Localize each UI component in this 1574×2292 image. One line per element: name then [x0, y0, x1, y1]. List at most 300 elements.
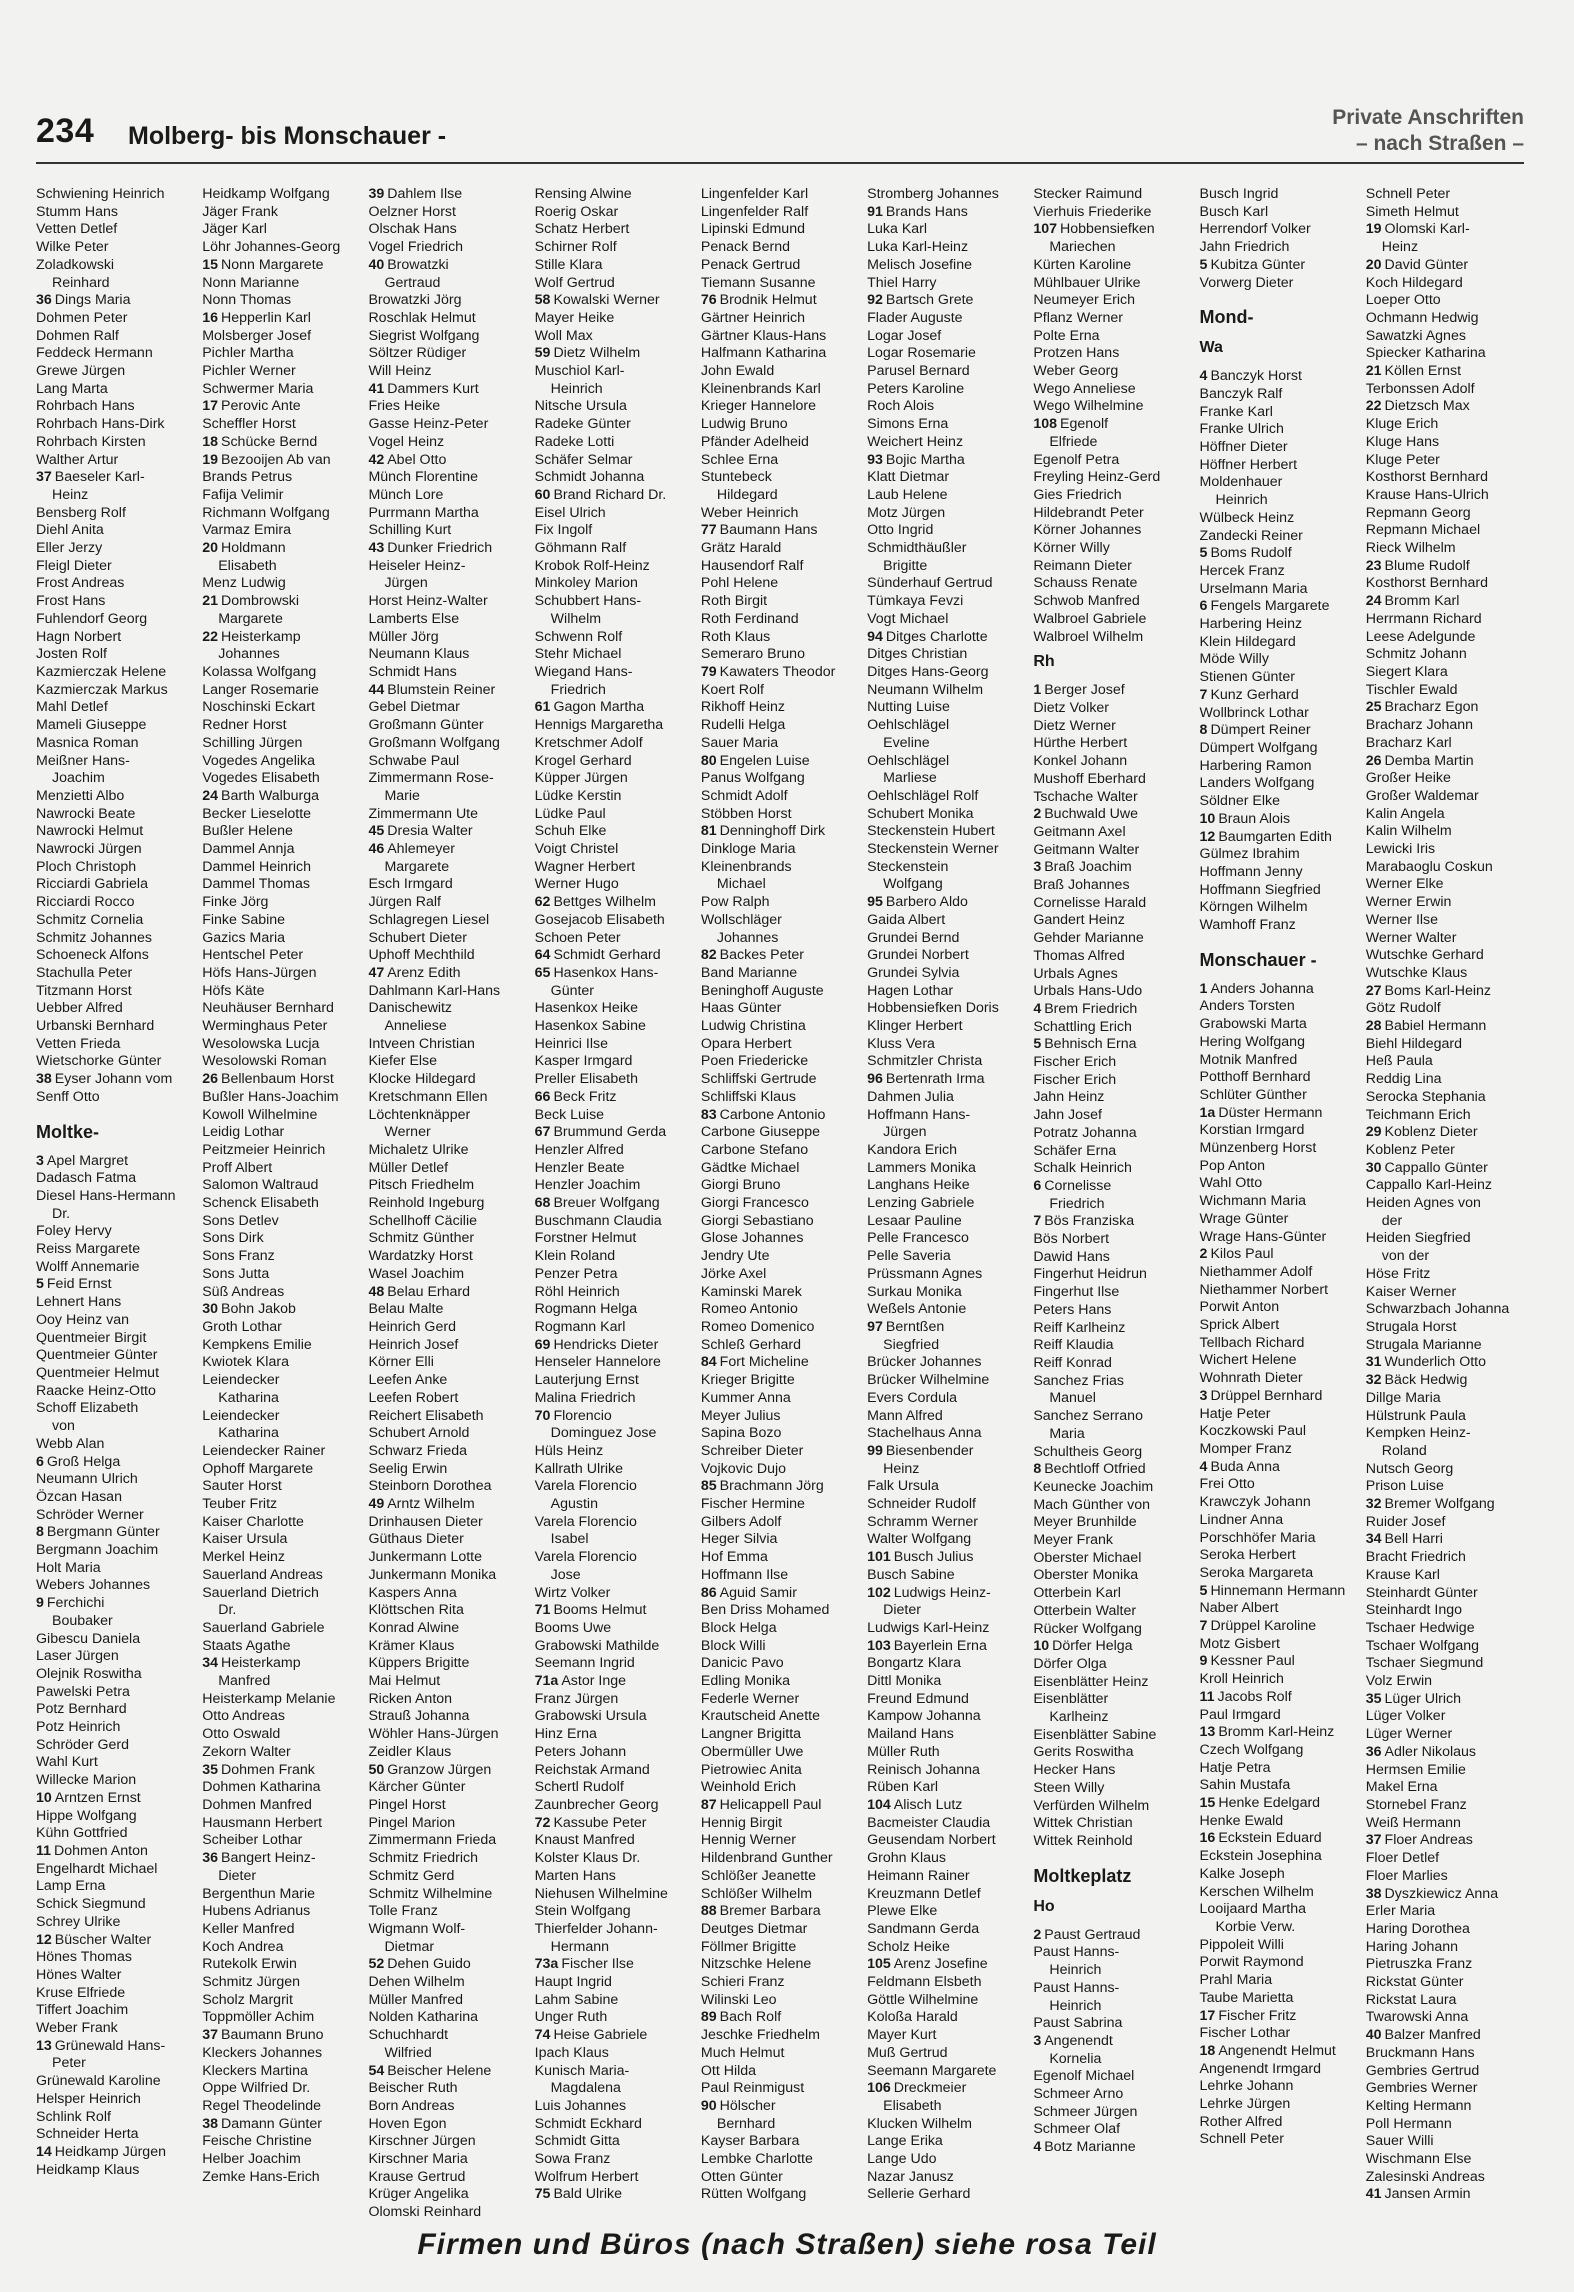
listing-entry: Mameli Giuseppe: [36, 717, 147, 734]
listing-entry: Söldner Elke: [1199, 793, 1280, 810]
listing-entry: Kowoll Wilhelmine: [202, 1106, 318, 1123]
header-rule: [36, 162, 1524, 164]
listing-entry: Feische Christine: [202, 2133, 312, 2150]
listing-entry: 49 Arntz Wilhelm: [368, 1496, 475, 1513]
listing-entry: Tschaer Siegmund: [1365, 1655, 1484, 1672]
house-number: 54: [368, 2062, 385, 2079]
listing-entry: Hoven Egon: [368, 2115, 447, 2132]
listing-entry: Höfs Käte: [202, 982, 265, 999]
listing-entry: Schieri Franz: [700, 1974, 785, 1991]
listing-entry: Eisenblätter: [1033, 1691, 1109, 1708]
listing-entry: Peitzmeier Heinrich: [202, 1141, 326, 1158]
house-number: 38: [202, 2115, 218, 2132]
listing-entry: Wischmann Else: [1365, 2151, 1472, 2168]
listing-continuation: Dr.: [218, 1602, 237, 1619]
listing-entry: Reichstak Armand: [534, 1761, 650, 1778]
house-number: 81: [700, 823, 717, 840]
listing-entry: Lüdke Kerstin: [534, 787, 622, 804]
listing-entry: Dammel Thomas: [202, 876, 310, 893]
listing-entry: 10 Braun Alois: [1199, 810, 1291, 827]
house-number: 85: [700, 1478, 717, 1495]
listing-entry: Krüger Angelika: [368, 2186, 469, 2203]
listing-entry: Dehen Wilhelm: [368, 1974, 465, 1991]
listing-continuation: Isabel: [550, 1531, 589, 1548]
listing-entry: Sons Dirk: [202, 1230, 264, 1247]
listing-entry: Rudelli Helga: [700, 717, 786, 734]
listing-entry: Bergmann Joachim: [36, 1542, 159, 1559]
listing-entry: Ludwig Bruno: [700, 416, 788, 433]
listing-entry: 90 Hölscher: [700, 2097, 776, 2114]
house-number: 7: [1199, 1618, 1208, 1635]
listing-entry: Giorgi Bruno: [700, 1177, 781, 1194]
listing-continuation: Heinrich: [550, 380, 603, 397]
listing-entry: Küppers Brigitte: [368, 1655, 470, 1672]
listing-entry: 5 Behnisch Erna: [1033, 1036, 1137, 1053]
house-number: 41: [1365, 2186, 1382, 2203]
listing-continuation: Eveline: [883, 734, 930, 751]
listing-entry: Melisch Josefine: [867, 256, 972, 273]
listing-entry: Unger Ruth: [534, 2009, 608, 2026]
house-number: 3: [36, 1152, 44, 1169]
listing-entry: Quentmeier Birgit: [36, 1329, 147, 1346]
house-number: 5: [1033, 1036, 1042, 1053]
listing-entry: Tschaer Wolfgang: [1365, 1637, 1480, 1654]
listing-entry: Pingel Horst: [368, 1796, 446, 1813]
house-number: 30: [1365, 1159, 1382, 1176]
listing-entry: Lindner Anna: [1199, 1511, 1284, 1528]
listing-entry: Intveen Christian: [368, 1035, 475, 1052]
listing-entry: Muschiol Karl-: [534, 363, 625, 380]
listing-entry: Fries Heike: [368, 398, 441, 415]
listing-entry: Kürten Karoline: [1033, 256, 1132, 273]
listing-entry: Kirschner Maria: [368, 2151, 468, 2168]
listing-entry: Beck Luise: [534, 1106, 605, 1123]
listing-entry: Protzen Hans: [1033, 345, 1120, 362]
listing-entry: Prison Luise: [1365, 1478, 1444, 1495]
house-number: 27: [1365, 982, 1382, 999]
listing-entry: 88 Bremer Barbara: [700, 1903, 821, 1920]
listing-entry: Eckstein Josephina: [1199, 1848, 1322, 1865]
listing-entry: Hürthe Herbert: [1033, 735, 1128, 752]
listing-entry: Leiendecker: [202, 1407, 280, 1424]
listing-continuation: Heinrich: [1049, 1997, 1102, 2014]
listing-entry: Bergenthun Marie: [202, 1885, 315, 1902]
listing-entry: Paust Sabrina: [1033, 2015, 1123, 2032]
listing-entry: Born Andreas: [368, 2097, 455, 2114]
listing-entry: Sanchez Serrano: [1033, 1408, 1143, 1425]
listing-column-4: [535, 186, 695, 2222]
house-number: 11: [1199, 1688, 1215, 1705]
listing-entry: Ludwig Christina: [700, 1018, 806, 1035]
listing-entry: Wilinski Leo: [700, 1991, 777, 2008]
listing-entry: Volz Erwin: [1365, 1673, 1432, 1690]
listing-entry: Kaminski Marek: [700, 1283, 802, 1300]
house-number: 40: [368, 256, 385, 273]
listing-entry: Dümpert Wolfgang: [1199, 739, 1318, 756]
listing-entry: 13 Bromm Karl-Heinz: [1199, 1724, 1335, 1741]
listing-entry: Kazmierczak Markus: [36, 681, 168, 698]
listing-entry: Müller Ruth: [867, 1743, 940, 1760]
listing-continuation: Anneliese: [384, 1018, 447, 1035]
listing-entry: Schmitz Friedrich: [368, 1850, 479, 1867]
listing-entry: 81 Denninghoff Dirk: [700, 823, 826, 840]
listing-entry: Terbonssen Adolf: [1365, 380, 1475, 397]
house-number: 16: [1199, 1830, 1216, 1847]
listing-continuation: Dietmar: [384, 1938, 435, 1955]
house-number: 2: [1199, 1246, 1208, 1263]
listing-entry: Twarowski Anna: [1365, 2009, 1469, 2026]
listing-entry: 65 Hasenkox Hans-: [534, 964, 659, 981]
listing-entry: Sahin Mustafa: [1199, 1777, 1291, 1794]
listing-entry: 45 Dresia Walter: [368, 823, 473, 840]
listing-column-8: [1200, 186, 1360, 2222]
listing-entry: Koert Rolf: [700, 681, 764, 698]
listing-entry: 17 Fischer Fritz: [1199, 2007, 1297, 2024]
listing-continuation: Werner: [384, 1124, 431, 1141]
listing-entry: Haring Johann: [1365, 1938, 1459, 1955]
listing-entry: Schmeer Olaf: [1033, 2121, 1121, 2138]
listing-entry: Zemke Hans-Erich: [202, 2168, 320, 2185]
listing-entry: Dietz Werner: [1033, 717, 1116, 734]
listing-entry: Plewe Elke: [867, 1903, 938, 1920]
listing-entry: Hüls Heinz: [534, 1442, 604, 1459]
house-number: 107: [1033, 221, 1057, 238]
listing-entry: Schmitz Jürgen: [202, 1974, 300, 1991]
listing-entry: Schmitz Wilhelmine: [368, 1885, 493, 1902]
listing-entry: Schlüter Günther: [1199, 1086, 1307, 1103]
listing-entry: Taube Marietta: [1199, 1989, 1294, 2006]
listing-entry: Grundei Norbert: [867, 947, 969, 964]
house-number: 8: [1199, 722, 1208, 739]
house-number: 47: [368, 964, 385, 981]
listing-entry: 11 Dohmen Anton: [36, 1842, 148, 1859]
listing-entry: Kleinenbrands Karl: [700, 380, 821, 397]
listing-entry: 23 Blume Rudolf: [1365, 557, 1470, 574]
listing-entry: Paul Reinmigust: [700, 2080, 805, 2097]
listing-entry: Krautscheid Anette: [700, 1708, 820, 1725]
listing-entry: Konkel Johann: [1033, 753, 1128, 770]
listing-entry: Koblenz Peter: [1365, 1141, 1455, 1158]
listing-entry: Weßels Antonie: [867, 1301, 967, 1318]
listing-continuation: Katharina: [218, 1389, 279, 1406]
listing-entry: Scheiber Lothar: [202, 1832, 303, 1849]
listing-entry: 4 Buda Anna: [1199, 1458, 1280, 1475]
listing-entry: Laser Jürgen: [36, 1648, 119, 1665]
listing-entry: Franke Karl: [1199, 403, 1273, 420]
listing-entry: Kluge Erich: [1365, 416, 1439, 433]
listing-entry: Tiemann Susanne: [700, 274, 816, 291]
listing-entry: Wollschläger: [700, 911, 782, 928]
listing-entry: Kayser Barbara: [700, 2133, 800, 2150]
listing-entry: Fingerhut Heidrun: [1033, 1266, 1147, 1283]
listing-entry: Schlößer Wilhelm: [700, 1885, 813, 1902]
listing-entry: Dohmen Ralf: [36, 327, 119, 344]
listing-entry: Hercek Franz: [1199, 562, 1285, 579]
listing-entry: Egenolf Petra: [1033, 451, 1120, 468]
house-number: 37: [1365, 1832, 1382, 1849]
listing-entry: 6 Cornelisse: [1033, 1177, 1112, 1194]
listing-entry: Schoeneck Alfons: [36, 947, 149, 964]
listing-continuation: Hermann: [550, 1938, 610, 1955]
listing-entry: 60 Brand Richard Dr.: [534, 486, 667, 503]
listing-entry: Lüger Volker: [1365, 1708, 1446, 1725]
listing-entry: 36 Bangert Heinz-: [202, 1850, 316, 1867]
listing-entry: Schwarz Frieda: [368, 1442, 467, 1459]
listing-entry: Drinhausen Dieter: [368, 1513, 483, 1530]
listing-entry: Sauter Horst: [202, 1478, 282, 1495]
listing-entry: Ben Driss Mohamed: [700, 1602, 830, 1619]
listing-entry: Peters Karoline: [867, 380, 965, 397]
listing-entry: Gärtner Klaus-Hans: [700, 327, 827, 344]
listing-entry: Münch Lore: [368, 486, 444, 503]
listing-entry: Laub Helene: [867, 486, 948, 503]
listing-entry: 67 Brummund Gerda: [534, 1124, 667, 1141]
listing-entry: Schmidthäußler: [867, 540, 967, 557]
listing-entry: Schoen Peter: [534, 929, 621, 946]
listing-entry: Giorgi Francesco: [700, 1195, 809, 1212]
listing-continuation: von der: [1381, 1248, 1430, 1265]
house-number: 37: [202, 2027, 218, 2044]
house-number: 11: [36, 1842, 51, 1859]
listing-entry: Ruider Josef: [1365, 1513, 1446, 1530]
listing-continuation: Dieter: [883, 1602, 921, 1619]
listing-entry: Reiss Margarete: [36, 1241, 141, 1258]
listing-entry: Müller Jörg: [368, 628, 439, 645]
listing-continuation: Roland: [1381, 1442, 1427, 1459]
house-number: 6: [36, 1453, 44, 1470]
listing-entry: Strugala Marianne: [1365, 1336, 1482, 1353]
listing-entry: 3 Braß Joachim: [1033, 859, 1132, 876]
listing-entry: Heidkamp Klaus: [36, 2161, 140, 2178]
listing-entry: Langer Rosemarie: [202, 681, 319, 698]
listing-entry: Vorwerg Dieter: [1199, 274, 1294, 291]
listing-entry: 91 Brands Hans: [867, 203, 968, 220]
listing-entry: Penack Bernd: [700, 239, 790, 256]
listing-entry: Luka Karl-Heinz: [867, 239, 969, 256]
listing-entry: Höse Fritz: [1365, 1265, 1431, 1282]
listing-entry: Gärtner Heinrich: [700, 309, 805, 326]
listing-entry: 83 Carbone Antonio: [700, 1106, 826, 1123]
listing-entry: Krieger Hannelore: [700, 398, 817, 415]
listing-entry: Kirschner Jürgen: [368, 2133, 476, 2150]
listing-entry: Harbering Heinz: [1199, 616, 1303, 633]
listing-entry: Koch Andrea: [202, 1938, 284, 1955]
house-number: 66: [534, 1088, 551, 1105]
listing-entry: Looijaard Martha: [1199, 1901, 1307, 1918]
listing-entry: Pichler Martha: [202, 345, 294, 362]
listing-entry: Großmann Günter: [368, 717, 484, 734]
listing-entry: Federle Werner: [700, 1690, 800, 1707]
listing-entry: Langner Brigitta: [700, 1726, 802, 1743]
listing-entry: Otterbein Karl: [1033, 1585, 1121, 1602]
listing-entry: Gies Friedrich: [1033, 486, 1122, 503]
listing-entry: Wohnrath Dieter: [1199, 1370, 1303, 1387]
listing-entry: Özcan Hasan: [36, 1488, 122, 1505]
listing-entry: Dohmen Katharina: [202, 1779, 321, 1796]
listing-entry: Evers Cordula: [867, 1389, 958, 1406]
listing-entry: Großer Heike: [1365, 770, 1451, 787]
house-number: 21: [1365, 363, 1382, 380]
listing-entry: Meyer Frank: [1033, 1532, 1113, 1549]
listing-entry: Buschmann Claudia: [534, 1212, 662, 1229]
listing-entry: Kempken Heinz-: [1365, 1425, 1471, 1442]
listing-entry: Rieck Wilhelm: [1365, 540, 1456, 557]
house-number: 97: [867, 1319, 883, 1335]
house-number: 10: [1033, 1638, 1050, 1655]
listing-continuation: Boubaker: [52, 1612, 113, 1629]
listing-entry: Klucken Wilhelm: [867, 2115, 972, 2132]
listing-entry: Müller Detlef: [368, 1159, 449, 1176]
listing-entry: 101 Busch Julius: [867, 1549, 974, 1566]
page-title: Molberg- bis Monschauer -: [128, 122, 447, 150]
listing-entry: Krogel Gerhard: [534, 752, 632, 769]
house-number: 70: [534, 1407, 551, 1424]
listing-entry: Söltzer Rüdiger: [368, 345, 467, 362]
listing-entry: 3 Drüppel Bernhard: [1199, 1387, 1323, 1404]
listing-entry: Pietruszka Franz: [1365, 1956, 1473, 1973]
house-number: 44: [368, 681, 385, 698]
listing-entry: Wesolowska Lucja: [202, 1035, 320, 1052]
listing-entry: Schubert Monika: [867, 805, 974, 822]
listing-entry: Wittek Christian: [1033, 1815, 1133, 1832]
listing-entry: Busch Ingrid: [1199, 186, 1279, 202]
listing-entry: Teichmann Erich: [1365, 1106, 1471, 1123]
listing-entry: Reiff Konrad: [1033, 1355, 1112, 1371]
house-number: 13: [1199, 1724, 1216, 1741]
listing-entry: 89 Bach Rolf: [700, 2009, 782, 2026]
listing-continuation: Joachim: [52, 770, 105, 787]
listing-entry: Quentmeier Günter: [36, 1347, 158, 1364]
listing-entry: 97 Berntßen: [867, 1319, 945, 1335]
listing-entry: 7 Kunz Gerhard: [1199, 686, 1299, 703]
listing-entry: Penack Gertrud: [700, 256, 801, 273]
listing-entry: Werner Ilse: [1365, 911, 1439, 928]
listing-continuation: Michael: [716, 876, 766, 893]
listing-entry: Olejnik Roswitha: [36, 1665, 142, 1682]
listing-entry: Mai Helmut: [368, 1673, 441, 1690]
listing-entry: Schirner Rolf: [534, 239, 617, 256]
listing-entry: Rütten Wolfgang: [700, 2186, 807, 2203]
listing-entry: Hennig Werner: [700, 1832, 797, 1849]
listing-entry: Urbanski Bernhard: [36, 1018, 155, 1035]
listing-entry: Hausendorf Ralf: [700, 557, 804, 574]
listing-entry: Oberster Monika: [1033, 1567, 1139, 1584]
listing-entry: Werner Erwin: [1365, 894, 1452, 911]
listing-entry: Zimmermann Frieda: [368, 1832, 497, 1849]
listing-entry: Staats Agathe: [202, 1637, 291, 1654]
listing-entry: Werner Walter: [1365, 929, 1457, 946]
listing-entry: 29 Koblenz Dieter: [1365, 1124, 1478, 1141]
house-number: 89: [700, 2009, 717, 2026]
listing-entry: Frost Hans: [36, 593, 106, 610]
listing-entry: Zekorn Walter: [202, 1743, 291, 1760]
listing-entry: Krause Hans-Ulrich: [1365, 486, 1489, 503]
listing-entry: Stecker Raimund: [1033, 186, 1143, 202]
listing-entry: Stromberg Johannes: [867, 186, 999, 202]
listing-entry: Hippe Wolfgang: [36, 1807, 137, 1824]
listing-entry: Leefen Anke: [368, 1372, 448, 1389]
listing-entry: 96 Bertenrath Irma: [867, 1071, 985, 1088]
listing-entry: Hagn Norbert: [36, 628, 122, 645]
listing-entry: Zeidler Klaus: [368, 1743, 452, 1760]
listing-column-6: [867, 186, 1027, 2222]
listing-entry: 62 Bettges Wilhelm: [534, 894, 656, 911]
listing-entry: Vetten Frieda: [36, 1035, 121, 1052]
listing-entry: Seroka Margareta: [1199, 1564, 1314, 1581]
listing-entry: Wöhler Hans-Jürgen: [368, 1726, 499, 1743]
listing-entry: Bös Norbert: [1033, 1231, 1110, 1248]
house-number: 24: [1365, 593, 1382, 610]
listing-entry: Zaunbrecher Georg: [534, 1796, 659, 1813]
listing-entry: Schneider Herta: [36, 2126, 139, 2143]
listing-entry: Leefen Robert: [368, 1389, 459, 1406]
listing-entry: Rohrbach Hans-Dirk: [36, 416, 165, 433]
listing-entry: 31 Wunderlich Otto: [1365, 1354, 1487, 1371]
listing-entry: 12 Büscher Walter: [36, 1931, 152, 1948]
listing-entry: 76 Brodnik Helmut: [700, 292, 817, 309]
listing-entry: Schmitz Johann: [1365, 646, 1467, 663]
listing-entry: Kalin Angela: [1365, 805, 1445, 822]
listing-entry: Banczyk Ralf: [1199, 385, 1283, 402]
listing-entry: Meißner Hans-: [36, 752, 130, 769]
listing-entry: Zoladkowski: [36, 256, 115, 273]
listing-entry: Opara Herbert: [700, 1035, 792, 1052]
listing-entry: Fafija Velimir: [202, 486, 284, 503]
listing-continuation: Dieter: [218, 1867, 257, 1884]
listing-entry: Großer Waldemar: [1365, 787, 1479, 804]
listing-entry: Kreuzmann Detlef: [867, 1885, 981, 1902]
listing-entry: Reiff Karlheinz: [1033, 1319, 1126, 1336]
house-number: 32: [1365, 1372, 1382, 1389]
listing-entry: Schubbert Hans-: [534, 593, 642, 610]
listing-entry: Momper Franz: [1199, 1441, 1292, 1457]
listing-entry: Diesel Hans-Hermann: [36, 1187, 176, 1204]
listing-entry: 104 Alisch Lutz: [867, 1796, 963, 1813]
listing-entry: Kelting Hermann: [1365, 2097, 1472, 2114]
listing-entry: Lembke Charlotte: [700, 2151, 813, 2168]
listing-continuation: Heinrich: [1215, 492, 1268, 509]
listing-entry: Ophoff Margarete: [202, 1460, 314, 1477]
listing-entry: Rickstat Laura: [1365, 1991, 1457, 2008]
page-number: 234: [36, 112, 95, 150]
listing-entry: Schwiening Heinrich: [36, 186, 165, 202]
listing-entry: Porschhöfer Maria: [1199, 1529, 1316, 1546]
listing-entry: Güthaus Dieter: [368, 1531, 464, 1548]
listing-entry: Neumann Klaus: [368, 646, 470, 663]
listing-entry: Nolden Katharina: [368, 2009, 479, 2026]
listing-entry: Siegert Klara: [1365, 663, 1448, 680]
listing-entry: Lehnert Hans: [36, 1294, 122, 1311]
listing-entry: Rüben Karl: [867, 1779, 939, 1796]
listing-entry: Tümkaya Fevzi: [867, 593, 964, 610]
listing-entry: Klöttschen Rita: [368, 1602, 464, 1619]
listing-columns: [36, 186, 1526, 2221]
listing-entry: Schwob Manfred: [1033, 593, 1140, 610]
listing-entry: 3 Angenendt: [1033, 2032, 1113, 2049]
listing-continuation: Jürgen: [384, 575, 428, 592]
house-number: 20: [1365, 256, 1382, 273]
listing-entry: Küpper Jürgen: [534, 770, 628, 787]
listing-entry: Paust Hanns-: [1033, 1944, 1120, 1961]
listing-entry: Haupt Ingrid: [534, 1974, 612, 1991]
listing-entry: 42 Abel Otto: [368, 451, 447, 468]
listing-continuation: Heinz: [883, 1460, 920, 1477]
listing-entry: 3 Apel Margret: [36, 1152, 129, 1169]
house-number: 34: [1365, 1531, 1382, 1548]
listing-entry: Hatje Petra: [1199, 1759, 1271, 1776]
listing-entry: Klatt Dietmar: [867, 469, 950, 486]
house-number: 93: [867, 451, 883, 468]
